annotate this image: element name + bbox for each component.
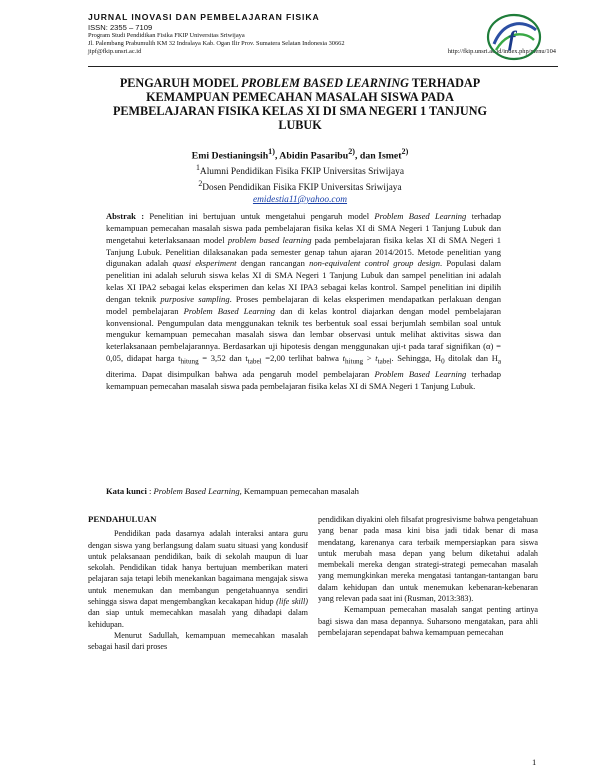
svg-text:f: f — [508, 26, 516, 51]
author-email-link[interactable]: emidestia11@yahoo.com — [252, 195, 348, 206]
journal-email: jipf@fkip.unsri.ac.id — [88, 48, 142, 55]
affiliation-1: $^1$Alumni Pendidikan Fisika FKIP Universitas Sriwijaya — [196, 162, 404, 177]
issn: ISSN: 2355 – 7109 — [88, 23, 153, 32]
abstract: Abstrak : Penelitian ini bertujuan untuk mengetahui pengaruh model Problem Based Learning terhadap kemampuan pemecahan masalah siswa pada pembelajaran fisika kelas XI di SMA Negeri 1 Tanjung Lubuk dan mengetahui keterlaksanaan model problem based learning pada pembelajaran fisika kelas XI di SMA Negeri 1 Tanjung Lubuk. Penelitian dilaksanakan pada semester genap tahun ajaran 2014/2015. Metode penelitian yang digunakan adalah quasi eksperiment dengan rancangan non-equivalent control group design. Populasi dalam penelitian ini adalah seluruh siswa kelas XI di SMA Negeri 1 Tanjung Lubuk dan sampel penelitian ini adalah kelas XI IPA2 sebagai kelas eksperimen dan kelas XI IPA3 sebagai kelas kontrol. Sampel penelitian ini dipilih dengan teknik purposive sampling. Proses pembelajaran di kelas eksperimen mendapatkan perlakuan dengan model pembelajaran Problem Based Learning dan di kelas kontrol diajarkan dengan model pembelajaran konvensional. Pengumpulan data menggunakan teknik tes berbentuk soal essai berjumlah sembilan soal untuk mengukur kemampuan pemecahan masalah siswa dan lembar observasi untuk melihat aktivitas siswa dan keterlaksanaan pembelajarannya. Berdasarkan uji hipotesis dengan menggunakan uji-t pada taraf signifikan (α) = 0,05, didapat harga $t_{hitung} = 3,52$ dan $t_{tabel} =2,00$ terlihat bahwa $t_{hitung} > t_{tabel}$. Sehingga, $H_0$ ditolak dan $H_a$ diterima. Dapat disimpulkan bahwa ada pengaruh model pembelajaran Problem Based Learning terhadap kemampuan pemecahan masalah siswa pada pembelajaran fisika kelas XI di SMA Negeri 1 Tanjung Lubuk. — [106, 211, 502, 391]
affiliation-2: $^2$Dosen Pendidikan Fisika FKIP Universitas Sriwijaya — [198, 179, 402, 194]
journal-address: Jl. Palembang Prabumulih KM 32 Indralaya Kab. Ogan Ilir Prov. Sumatera Selatan Indonesia 30662 — [88, 40, 345, 47]
author-names: Emi Destianingsih$^{1)}$, Abidin Pasaribu$^{2)}$, dan Ismet$^{2)}$ — [191, 147, 409, 162]
paragraph: pendidikan diyakini oleh filsafat progresivisme bahwa pengetahuan yang benar pada masa kini bisa jadi tidak benar di masa mendatang, karenanya cara terbaik mempersiapkan para siswa untuk merubah masa depan yang belum diketahui adalah membekali mereka dengan strategi-strategi pemecahan masalah yang memungkinkan mereka mengatasi tantangan-tantangan baru dalam kehidupan dan untuk menemukan kebenaran-kebenaran yang relevan pada saat ini (Rusman, 2013:383). — [318, 515, 538, 604]
journal-name: JURNAL INOVASI DAN PEMBELAJARAN FISIKA — [88, 12, 320, 22]
header-divider — [88, 66, 558, 67]
program-name: Program Studi Pendidikan Fisika FKIP Universitas Sriwijaya — [88, 32, 245, 39]
page-number: 1 — [532, 757, 537, 767]
keywords: Kata kunci : Problem Based Learning, Kemampuan pemecahan masalah — [106, 486, 359, 496]
paragraph: Pendidikan pada dasarnya adalah interaksi antara guru dengan siswa yang berlangsung dalam suatu situasi yang kondusif untuk pelaksanaan pendidikan, baik di sekolah maupun di luar sekolah. Pendidikan tidak hanya bertujuan memberikan materi pelajaran saja tetapi lebih menekankan bagaimana mengajak siswa untuk menemukan dan membangun pengetahuannya sendiri sehingga siswa dapat mengembangkan kecakapan hidup (life skill) dan siap untuk memecahkan masalah yang dihadapi dalam kehidupan. — [88, 529, 308, 629]
section-heading: PENDAHULUAN — [88, 514, 157, 524]
paper-title: PENGARUH MODEL PROBLEM BASED LEARNING TERHADAP KEMAMPUAN PEMECAHAN MASALAH SISWA PADA PEMBELAJARAN FISIKA KELAS XI DI SMA NEGERI 1 TANJUNG LUBUK — [112, 76, 488, 132]
body-column-left — [88, 514, 308, 653]
journal-url: http://fkip.unsri.ac.id/index.php/menu/104 — [447, 48, 556, 55]
paragraph: Menurut Sadullah, kemampuan memecahkan masalah sebagai hasil dari proses — [88, 630, 308, 652]
journal-header — [88, 12, 556, 56]
body-column-right — [318, 514, 538, 638]
paragraph: Kemampuan pemecahan masalah sangat penting artinya bagi siswa dan masa depannya. Suharsono mengatakan, para ahli pembelajaran sependapat bahwa kemampuan pemecahan — [318, 605, 538, 637]
author-block — [96, 146, 504, 207]
journal-logo-icon — [484, 10, 544, 62]
